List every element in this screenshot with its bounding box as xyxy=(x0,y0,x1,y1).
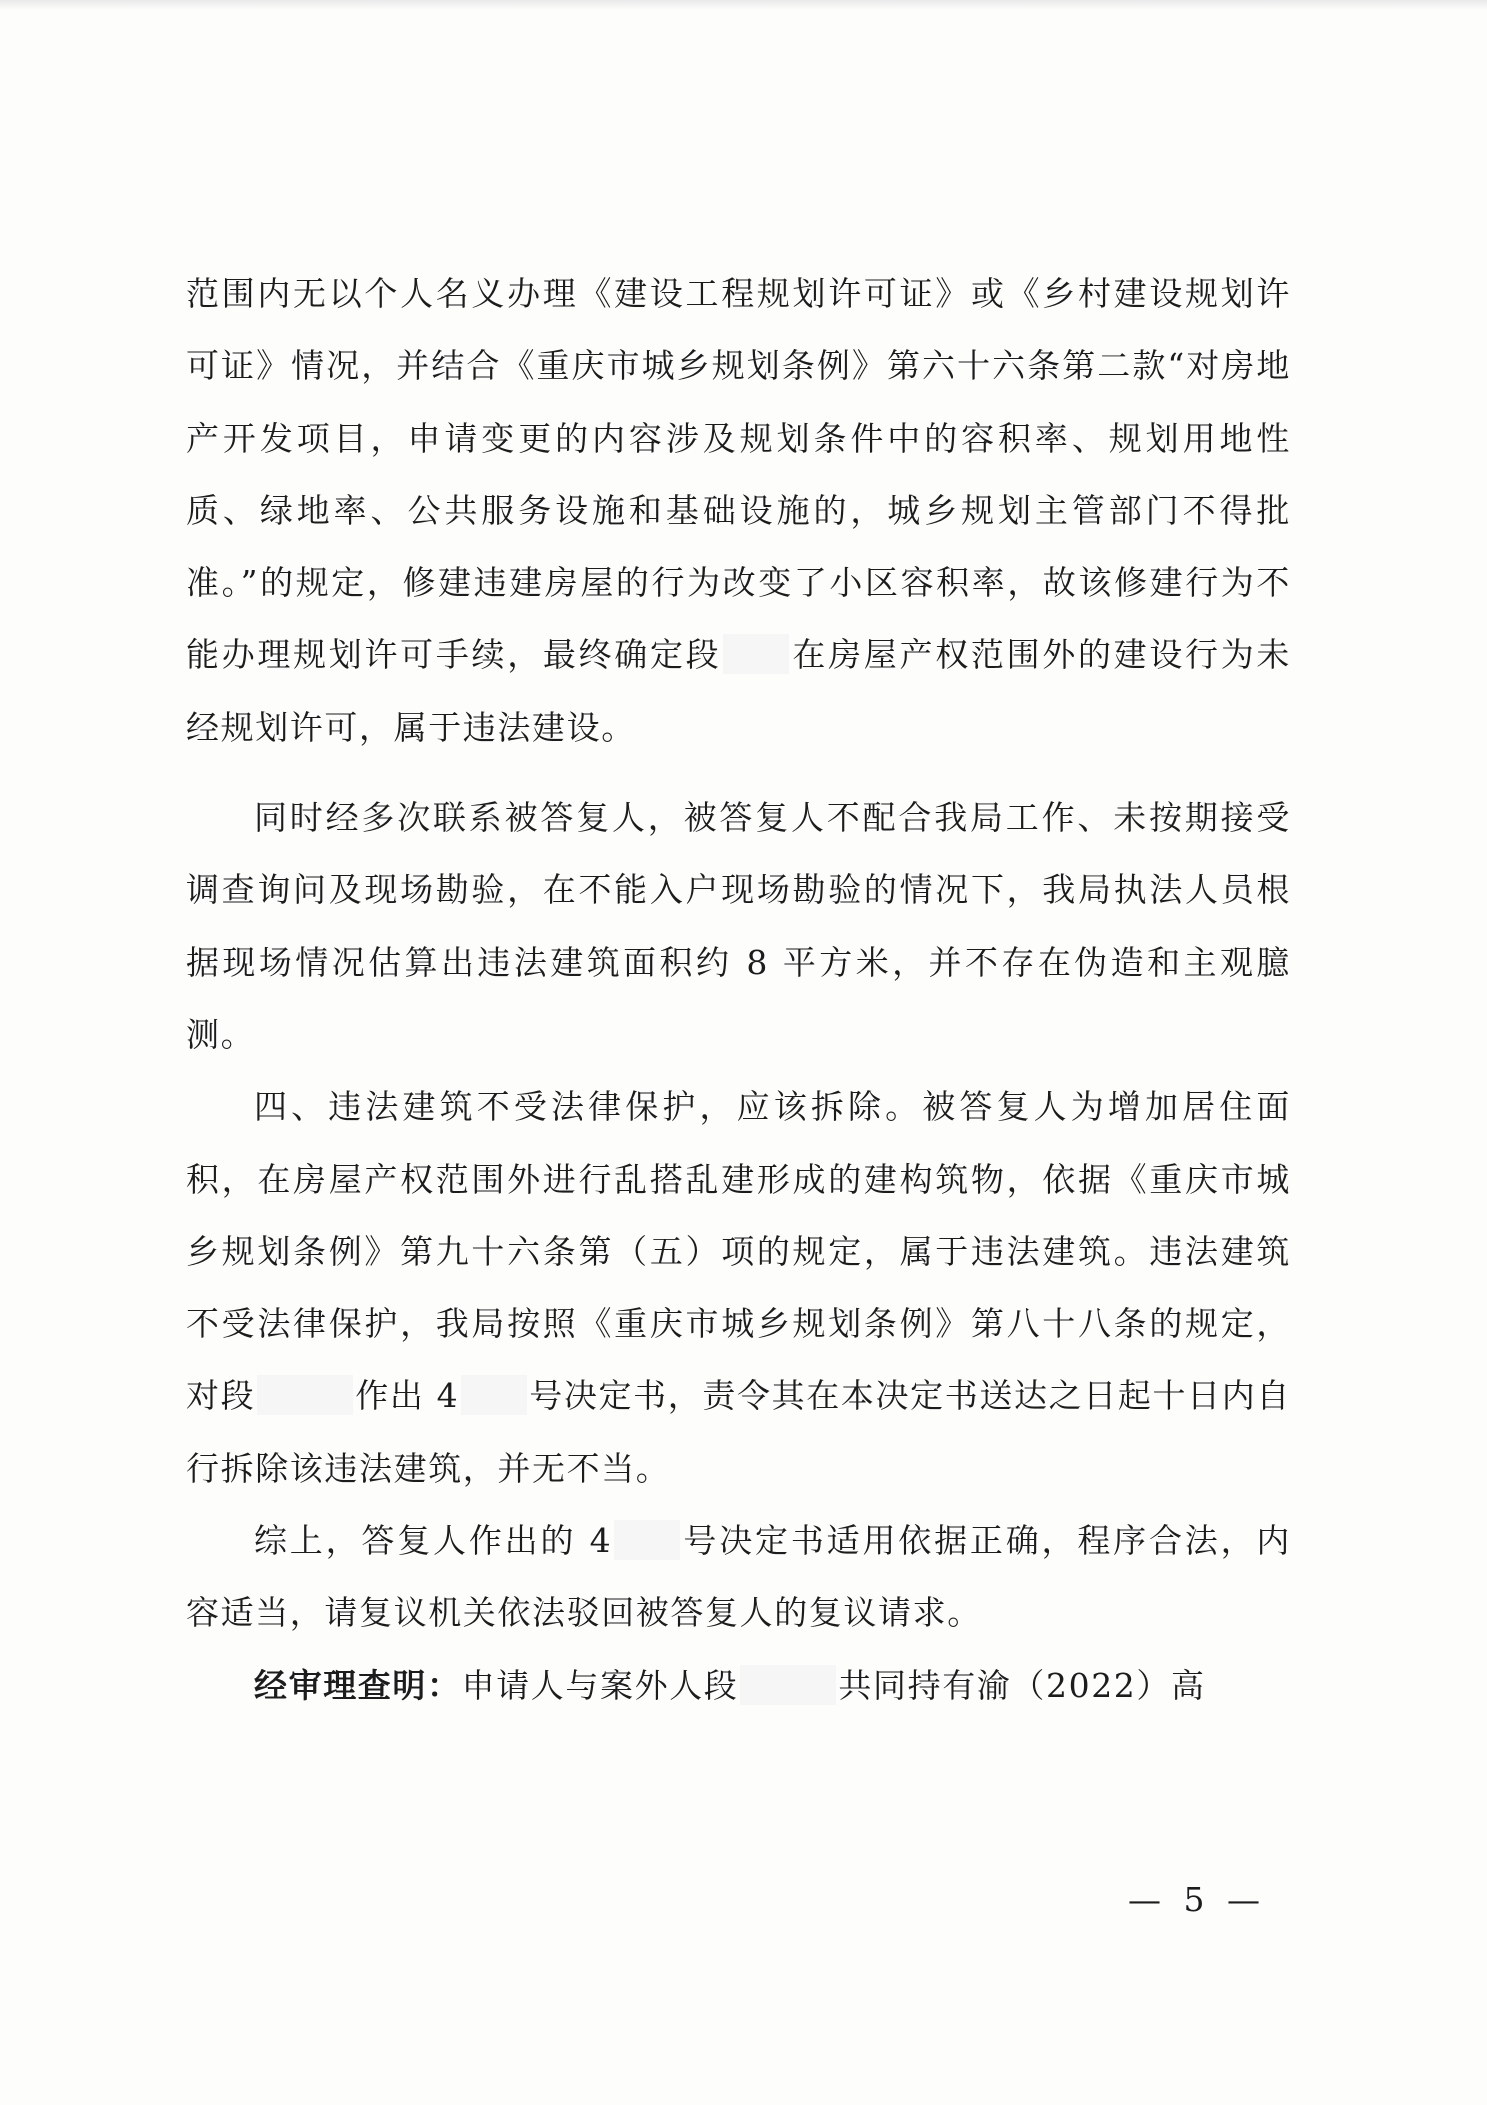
paragraph-3-text: 四、违法建筑不受法律保护，应该拆除。被答复人为增加居住面积，在房屋产权范围外进行乱搭乱建形成的建构筑物，依据《重庆市城乡规划条例》第九十六条第（五）项的规定，属于违法建筑。违法建筑不受法律保护，我局按照《重庆市城乡规划条例》第八十八条的规定，对段 xyxy=(186,1087,1291,1416)
paragraph-5 xyxy=(186,1650,1291,1722)
paragraph-4 xyxy=(186,1505,1291,1650)
paragraph-4-text-cont: 号决定书适用依据正确，程序合法，内容适当，请复议机关依法驳回被答复人的复议请求。 xyxy=(186,1521,1291,1633)
scan-top-edge xyxy=(0,0,1487,10)
paragraph-1 xyxy=(186,258,1291,764)
paragraph-1-text: 范围内无以个人名义办理《建设工程规划许可证》或《乡村建设规划许可证》情况，并结合《重庆市城乡规划条例》第六十六条第二款“对房地产开发项目，申请变更的内容涉及规划条件中的容积率、规划用地性质、绿地率、公共服务设施和基础设施的，城乡规划主管部门不得批准。”的规定，修建违建房屋的行为改变了小区容积率，故该修建行为不能办理规划许可手续，最终确定段 xyxy=(186,274,1291,675)
redaction-box xyxy=(723,634,789,674)
redaction-box xyxy=(614,1520,680,1560)
paragraph-2: 同时经多次联系被答复人，被答复人不配合我局工作、未按期接受调查询问及现场勘验，在不能入户现场勘验的情况下，我局执法人员根据现场情况估算出违法建筑面积约 8 平方米，并不存在伪造和主观臆测。 xyxy=(186,798,1291,1054)
paragraph-5-text-cont: 共同持有渝（2022）高 xyxy=(838,1665,1206,1705)
paragraph-5-text: 申请人与案外人段 xyxy=(461,1665,739,1705)
paragraph-1-text-cont: 在房屋产权范围外的建设行为未经规划许可，属于违法建设。 xyxy=(186,635,1291,747)
paragraph-3-text-cont: 作出 4 xyxy=(355,1376,460,1416)
paragraph-4-text: 综上，答复人作出的 4 xyxy=(254,1521,613,1561)
paragraph-3-text-end: 号决定书，责令其在本决定书送达之日起十日内自行拆除该违法建筑，并无不当。 xyxy=(186,1376,1292,1488)
body-text xyxy=(186,258,1291,1722)
paragraph-3 xyxy=(186,1071,1291,1505)
redaction-box xyxy=(257,1375,353,1415)
redaction-box xyxy=(740,1665,836,1705)
page-number: — 5 — xyxy=(1128,1880,1266,1919)
findings-heading: 经审理查明： xyxy=(254,1665,462,1705)
redaction-box xyxy=(461,1375,527,1415)
